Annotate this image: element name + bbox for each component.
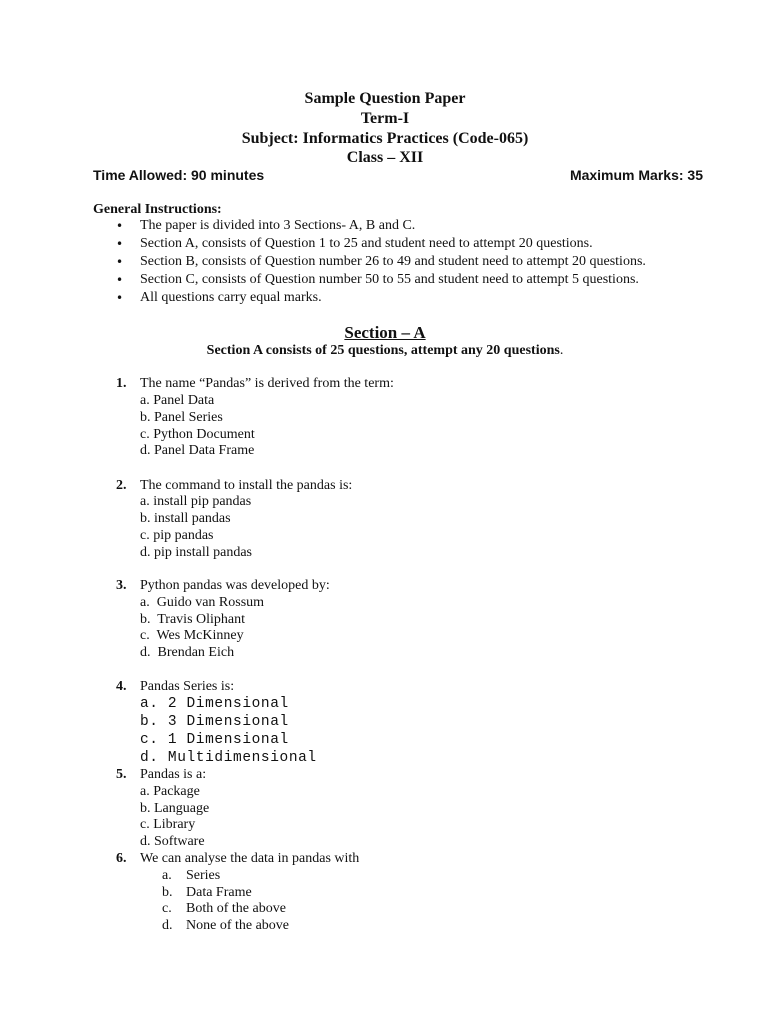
question-number: 6. — [116, 851, 127, 866]
question-option: c. Wes McKinney — [140, 628, 244, 643]
section-subtitle-period: . — [559, 343, 564, 358]
instruction-item: • Section C, consists of Question number 50 to 55 and student need to attempt 5 questions. — [113, 271, 646, 289]
question-option: a. Panel Data — [140, 393, 215, 408]
question-option: d. pip install pandas — [140, 545, 252, 560]
general-instructions-title: General Instructions: — [93, 202, 222, 217]
paper-class: Class – XII — [346, 149, 424, 166]
question-text: The command to install the pandas is: — [140, 478, 353, 493]
paper-title: Sample Question Paper — [304, 90, 466, 107]
question-option — [162, 900, 286, 917]
question-option: c. pip pandas — [140, 528, 214, 543]
question-text: The name “Pandas” is derived from the term: — [140, 376, 394, 391]
question-option: b. install pandas — [140, 511, 231, 526]
question-option — [162, 884, 252, 901]
time-allowed: Time Allowed: 90 minutes — [93, 167, 265, 183]
question-text: We can analyse the data in pandas with — [140, 851, 360, 866]
section-title: Section – A — [344, 323, 426, 342]
paper-term: Term-I — [360, 110, 410, 127]
section-subtitle — [0, 342, 770, 360]
instruction-item: • Section B, consists of Question number 26 to 49 and student need to attempt 20 questions. — [113, 253, 646, 271]
instruction-item: • The paper is divided into 3 Sections- A, B and C. — [113, 217, 646, 235]
question-number: 4. — [116, 679, 127, 694]
general-instructions-list — [113, 217, 646, 307]
option-label: a. — [162, 868, 172, 883]
instruction-item: • All questions carry equal marks. — [113, 289, 646, 307]
question-number: 3. — [116, 578, 127, 593]
question-text: Pandas Series is: — [140, 679, 235, 694]
maximum-marks: Maximum Marks: 35 — [569, 167, 703, 183]
question-option: a. install pip pandas — [140, 494, 252, 509]
question-option: a. Guido van Rossum — [140, 595, 265, 610]
question-option: d. Multidimensional — [140, 750, 317, 766]
question-option: d. Software — [140, 834, 205, 849]
paper-subject: Subject: Informatics Practices (Code-065) — [241, 130, 529, 147]
option-text: Series — [186, 868, 221, 883]
question-number: 1. — [116, 376, 127, 391]
question-text: Python pandas was developed by: — [140, 578, 330, 593]
question-option: c. Python Document — [140, 427, 255, 442]
question-option: a. Package — [140, 784, 200, 799]
option-text: Data Frame — [186, 885, 252, 900]
question-option: c. 1 Dimensional — [140, 732, 289, 748]
question-number: 5. — [116, 767, 127, 782]
question-option: c. Library — [140, 817, 196, 832]
instruction-item: • Section A, consists of Question 1 to 25 and student need to attempt 20 questions. — [113, 235, 646, 253]
option-text: None of the above — [186, 918, 290, 933]
question-option — [162, 867, 220, 884]
question-option: d. Panel Data Frame — [140, 443, 255, 458]
question-option: b. Travis Oliphant — [140, 612, 246, 627]
question-option — [162, 917, 289, 934]
question-text: Pandas is a: — [140, 767, 207, 782]
question-number: 2. — [116, 478, 127, 493]
question-option: b. Panel Series — [140, 410, 223, 425]
question-option: d. Brendan Eich — [140, 645, 235, 660]
option-label: b. — [162, 885, 173, 900]
question-option: a. 2 Dimensional — [140, 696, 289, 712]
option-text: Both of the above — [186, 901, 286, 916]
option-label: d. — [162, 918, 173, 933]
question-option: b. Language — [140, 801, 210, 816]
option-label: c. — [162, 901, 172, 916]
question-option: b. 3 Dimensional — [140, 714, 289, 730]
section-subtitle-text: Section A consists of 25 questions, attempt any 20 questions — [206, 343, 560, 358]
